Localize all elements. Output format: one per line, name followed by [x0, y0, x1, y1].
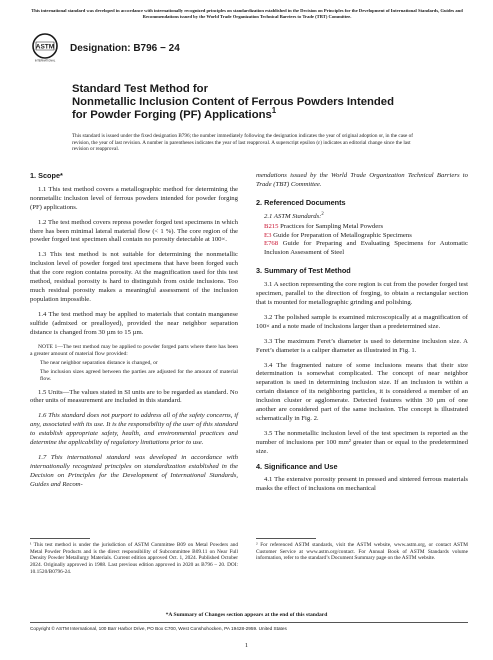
svg-text:INTERNATIONAL: INTERNATIONAL — [34, 59, 56, 62]
right-column — [256, 172, 468, 500]
para-4-1: 4.1 The extensive porosity present in pressed and sintered ferrous materials masks the effect of inclusions on mechanical — [256, 476, 468, 493]
standard-issue-note: This standard is issued under the fixed designation B796; the number immediately following the designation indicates the year of original adoption or, in the case of revision, the year of last revision. A number in parentheses indicates the year of last reapproval. A superscript epsilon (ε) indicates an editorial change since the last revision or reapproval. — [72, 133, 413, 153]
para-1-7: 1.7 This international standard was developed in accordance with internationally recognized principles on standardization established in the Decision on Principles for the Development of International Standards, Guides and Recom- — [30, 453, 238, 488]
wto-notice: This international standard was developed in accordance with internationally recognized principles on standardization established in the Decision on Principles for the Development of International Standards, Guides and Recommendations issued by the World Trade Organization Technical Barriers to Trade (TBT) Committee. — [31, 8, 463, 19]
footnote-divider-left — [30, 538, 90, 539]
footnote-divider-right — [256, 538, 316, 539]
reference-e768[interactable]: E768 Guide for Preparing and Evaluating Specimens for Automatic Inclusion Assessment of Steel — [264, 240, 468, 257]
para-3-2: 3.2 The polished sample is examined microscopically at a magnification of 100× and a note made of inclusions larger than a predetermined size. — [256, 313, 468, 330]
document-title — [72, 83, 412, 122]
svg-text:ASTM: ASTM — [35, 43, 55, 51]
copyright: Copyright © ASTM International, 100 Barr Harbor Drive, PO Box C700, West Conshohocken, PA 19428-2959. United States — [30, 626, 287, 631]
para-1-6: 1.6 This standard does not purport to address all of the safety concerns, if any, associated with its use. It is the responsibility of the user of this standard to establish appropriate safety, health, and environmental practices and determine the applicability of regulatory limitations prior to use. — [30, 412, 238, 447]
reference-e3[interactable]: E3 Guide for Preparation of Metallographic Specimens — [264, 231, 412, 239]
footnote-2-ref[interactable]: 2 — [321, 211, 324, 217]
para-1-7-cont: mendations issued by the World Trade Organization Technical Barriers to Trade (TBT) Committee. — [256, 172, 468, 188]
scope-heading: 1. Scope* — [30, 171, 63, 180]
para-1-3: 1.3 This test method is not suitable for determining the nonmetallic inclusion level of powder forged test specimens that have been forged such that the core region contains porosity. At the magnification used for this test method, residual porosity is hard to distinguish from oxide inclusions. Too much residual porosity makes a meaningful assessment of the inclusion population impossible. — [30, 251, 238, 303]
referenced-documents-heading: 2. Referenced Documents — [256, 197, 346, 207]
summary-of-changes-notice: *A Summary of Changes section appears at the end of this standard — [165, 612, 328, 618]
para-2-1: 2.1 ASTM Standards:$^2$ — [264, 211, 324, 220]
left-column — [30, 172, 238, 496]
para-3-4: 3.4 The fragmented nature of some inclusions means that their size determination is somewhat complicated. The concept of near neighbor separation is used in determining inclusion size. If an inclusion is within a certain distance of its neighboring particles, it is considered a member of an inclusion cluster or agglomerate. Detected features within 30 µm of one another are considered part of the same inclusion. The concept is illustrated schematically in Fig. 2. — [256, 361, 468, 422]
para-1-2: 1.2 The test method covers repress powder forged test specimens in which there has been minimal lateral material flow (< 1 %). The core region of the powder forged test specimen shall contain no porosity detectable at 100×. — [30, 218, 238, 244]
page-number: 1 — [244, 642, 249, 649]
note-1-b: The inclusion sizes agreed between the parties are adjusted for the amount of material flow. — [40, 368, 238, 382]
para-3-1: 3.1 A section representing the core region is cut from the powder forged test specimen, parallel to the direction of forging, to obtain a rectangular section that is mounted for metallographic grinding and polishing. — [256, 281, 468, 306]
title-footnote-ref[interactable]: 1 — [271, 106, 277, 116]
para-3-3: 3.3 The maximum Feret’s diameter is used to determine inclusion size. A Feret’s diameter is a caliper diameter as illustrated in Fig. 1. — [256, 337, 468, 354]
footnote-1: ¹ This test method is under the jurisdiction of ASTM Committee B09 on Metal Powders and Metal Powder Products and is the direct responsibility of Subcommittee B09.11 on Near Full Density Powder Metallurgy Materials. Current edition approved Oct. 1, 2024. Published October 2024. Originally approved in 1988. Last previous edition approved in 2020 as B796 – 20. DOI: 10.1520/B0796-24. — [30, 542, 238, 575]
bottom-divider — [30, 622, 468, 623]
designation: Designation: B796 − 24 — [70, 43, 180, 54]
para-3-5: 3.5 The nonmetallic inclusion level of the test specimen is reported as the number of inclusions per 100 mm² greater than or equal to the predetermined size. — [256, 429, 468, 455]
para-1-1: 1.1 This test method covers a metallographic method for determining the nonmetallic inclusion level of ferrous powders intended for powder forging (PF) applications. — [30, 185, 238, 211]
para-1-5: 1.5 Units—The values stated in SI units are to be regarded as standard. No other units of measurement are included in this standard. — [30, 388, 238, 405]
note-1-a: The near neighbor separation distance is changed, or — [40, 359, 158, 366]
summary-heading: 3. Summary of Test Method — [256, 266, 351, 276]
title-line-2: Nonmetallic Inclusion Content of Ferrous Powders Intended — [72, 96, 394, 108]
reference-b215[interactable]: B215 Practices for Sampling Metal Powders — [264, 222, 384, 230]
astm-logo — [30, 32, 60, 62]
title-line-1: Standard Test Method for — [72, 83, 208, 95]
note-1: NOTE 1—The test method may be applied to powder forged parts where there has been a greater amount of material flow provided: — [30, 343, 238, 357]
para-1-4: 1.4 The test method may be applied to materials that contain manganese sulfide (admixed or prealloyed), provided the near neighbor separation distance is changed from 30 µm to 15 µm. — [30, 310, 238, 336]
significance-heading: 4. Significance and Use — [256, 461, 338, 471]
title-line-3: for Powder Forging (PF) Applications$^1$ — [72, 106, 277, 121]
footnote-2: ² For referenced ASTM standards, visit the ASTM website, www.astm.org, or contact ASTM Customer Service at www.astm.org/contact. For Annual Book of ASTM Standards volume information, refer to the standard’s Document Summary page on the ASTM website. — [256, 542, 468, 562]
